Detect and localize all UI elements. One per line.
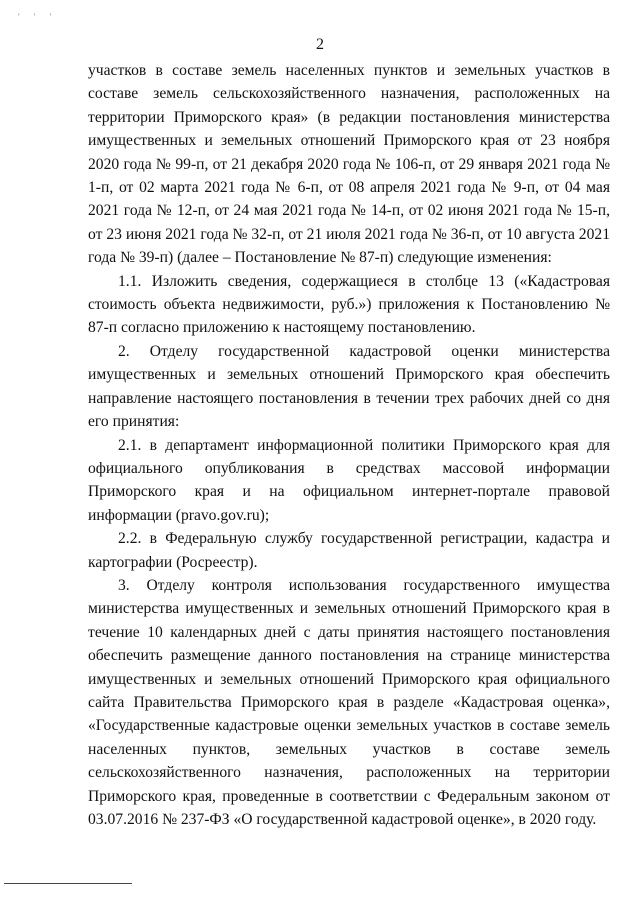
footnote-divider xyxy=(4,883,132,884)
paragraph-3: 3. Отделу контроля использования государственного имущества министерства имущественных и земельных отношений Приморского края в течение 10 календарных дней с даты принятия настоящего постановления обеспечить размещение данного постановления на странице министерства имущественных и земельных отношений Приморского края официального сайта Правительства Приморского края в разделе «Кадастровая оценка», «Государственные кадастровые оценки земельных участков в составе земель населенных пунктов, земельных участков в составе земель сельскохозяйственного назначения, расположенных на территории Приморского края, проведенные в соответствии с Федеральным законом от 03.07.2016 № 237-ФЗ «О государственной кадастровой оценке», в 2020 году. xyxy=(88,576,610,828)
paragraph-continuation: участков в составе земель населенных пунктов и земельных участков в составе земель сельскохозяйственного назначения, расположенных на территории Приморского края» (в редакции постановления министерства имущественных и земельных отношений Приморского края от 23 ноября 2020 года № 99-п, от 21 декабря 2020 года № 106-п, от 29 января 2021 года № 1-п, от 02 марта 2021 года № 6-п, от 08 апреля 2021 года № 9-п, от 04 мая 2021 года № 12-п, от 24 мая 2021 года № 14-п, от 02 июня 2021 года № 15-п, от 23 июня 2021 года № 32-п, от 21 июля 2021 года № 36-п, от 10 августа 2021 года № 39-п) (далее – Постановление № 87-п) следующие изменения: xyxy=(88,62,610,267)
paragraph-2-1: 2.1. в департамент информационной политики Приморского края для официального опубликования в средствах массовой информации Приморского края и на официальном интернет-портале правовой информации (pravo.gov.ru); xyxy=(88,436,610,524)
paragraph-2: 2. Отделу государственной кадастровой оценки министерства имущественных и земельных отношений Приморского края обеспечить направление настоящего постановления в течении трех рабочих дней со дня его принятия: xyxy=(88,342,610,431)
document-body xyxy=(88,59,610,831)
paragraph-2-2: 2.2. в Федеральную службу государственной регистрации, кадастра и картографии (Росреестр). xyxy=(88,530,610,571)
paragraph-1-1: 1.1. Изложить сведения, содержащиеся в столбце 13 («Кадастровая стоимость объекта недвижимости, руб.») приложения к Постановлению № 87-п согласно приложению к настоящему постановлению. xyxy=(88,272,610,337)
page-number: 2 xyxy=(316,36,324,53)
corner-mark: ' ' ' xyxy=(18,12,58,22)
